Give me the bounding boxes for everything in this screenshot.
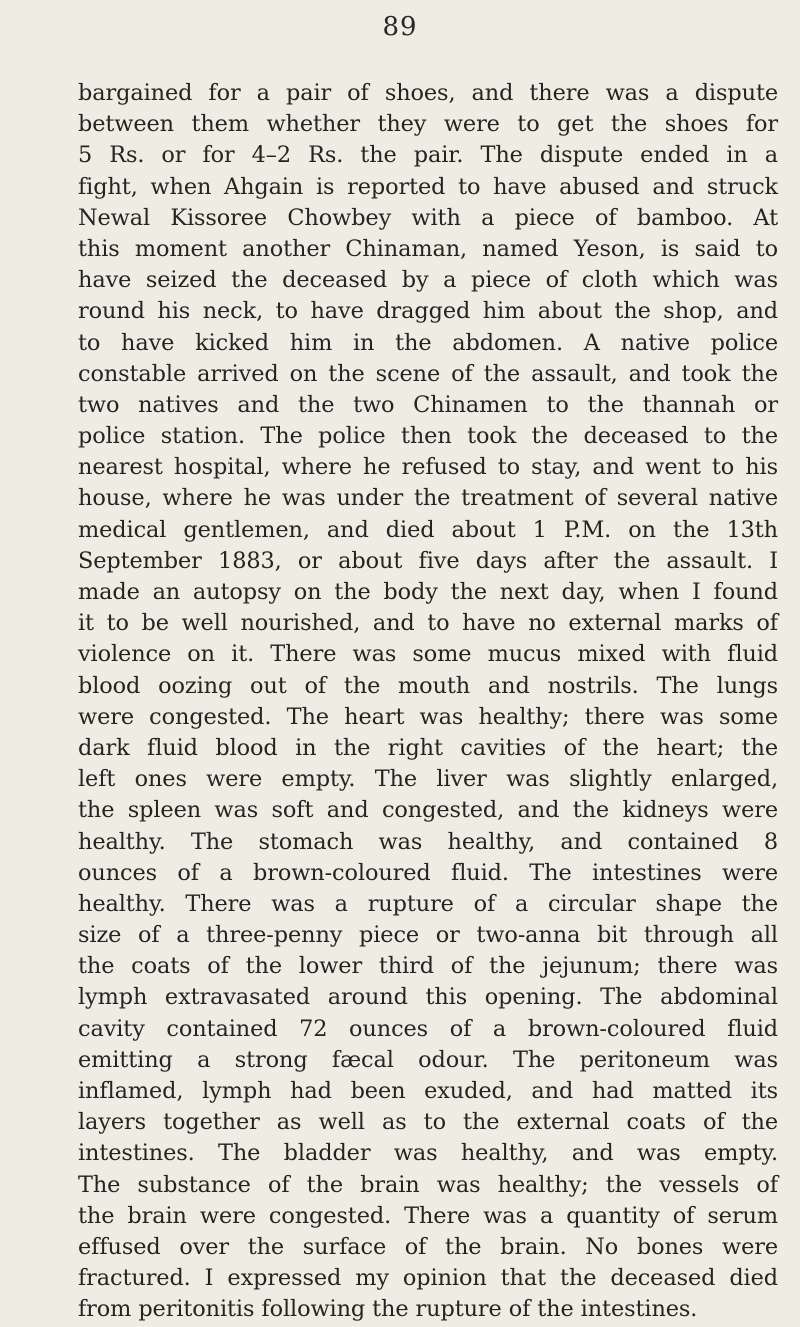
body-paragraph xyxy=(78,78,778,1326)
text-line: round his neck, to have dragged him about the shop, and xyxy=(78,298,778,325)
text-line: size of a three-penny piece or two-anna bit through all xyxy=(78,922,778,949)
text-line: inflamed, lymph had been exuded, and had matted its xyxy=(78,1078,778,1104)
text-line: 5 Rs. or for 4–2 Rs. the pair. The dispute ended in a xyxy=(78,142,778,169)
text-line: effused over the surface of the brain. No bones were xyxy=(78,1233,778,1260)
text-line: ounces of a brown-coloured fluid. The intestines were xyxy=(78,859,778,886)
text-line: left ones were empty. The liver was slightly enlarged, xyxy=(78,766,778,793)
text-line: between them whether they were to get the shoes for xyxy=(78,111,778,138)
text-line: it to be well nourished, and to have no external marks of xyxy=(78,610,778,637)
text-line: have seized the deceased by a piece of cloth which was xyxy=(78,267,778,294)
text-line: violence on it. There was some mucus mixed with fluid xyxy=(78,641,778,668)
text-line: cavity contained 72 ounces of a brown-coloured fluid xyxy=(78,1015,778,1042)
text-line: were congested. The heart was healthy; there was some xyxy=(78,703,778,730)
text-line: this moment another Chinaman, named Yeson, is said to xyxy=(78,235,778,262)
text-line: nearest hospital, where he refused to stay, and went to his xyxy=(78,454,778,481)
text-line: two natives and the two Chinamen to the thannah or xyxy=(78,391,778,418)
text-line: blood oozing out of the mouth and nostrils. The lungs xyxy=(78,672,778,699)
text-line: the spleen was soft and congested, and the kidneys were xyxy=(78,797,778,824)
text-line: emitting a strong fæcal odour. The peritoneum was xyxy=(78,1046,778,1073)
text-line: made an autopsy on the body the next day, when I found xyxy=(78,579,778,605)
text-line: healthy. There was a rupture of a circular shape the xyxy=(78,890,778,917)
text-line: lymph extravasated around this opening. The abdominal xyxy=(78,984,778,1011)
text-line: healthy. The stomach was healthy, and contained 8 xyxy=(78,828,778,855)
page-number: 89 xyxy=(382,12,418,42)
text-line: September 1883, or about five days after the assault. I xyxy=(78,547,778,574)
text-line: police station. The police then took the deceased to the xyxy=(78,423,778,450)
text-line: the brain were congested. There was a quantity of serum xyxy=(78,1202,778,1229)
text-line: the coats of the lower third of the jejunum; there was xyxy=(78,953,778,980)
text-line: dark fluid blood in the right cavities of the heart; the xyxy=(78,734,778,761)
text-line: house, where he was under the treatment of several native xyxy=(78,485,778,512)
text-line: layers together as well as to the external coats of the xyxy=(78,1109,778,1136)
text-line: constable arrived on the scene of the assault, and took the xyxy=(78,360,778,387)
text-line: fight, when Ahgain is reported to have abused and struck xyxy=(78,173,778,200)
text-line: to have kicked him in the abdomen. A native police xyxy=(78,329,778,356)
text-line: fractured. I expressed my opinion that the deceased died xyxy=(78,1265,778,1292)
text-line: medical gentlemen, and died about 1 P.M. on the 13th xyxy=(78,516,778,543)
text-line: bargained for a pair of shoes, and there was a dispute xyxy=(78,80,778,106)
text-line: Newal Kissoree Chowbey with a piece of bamboo. At xyxy=(78,204,778,231)
text-line: from peritonitis following the rupture of the intestines. xyxy=(78,1296,698,1323)
text-line: The substance of the brain was healthy; the vessels of xyxy=(78,1171,778,1198)
text-line: intestines. The bladder was healthy, and was empty. xyxy=(78,1140,778,1167)
